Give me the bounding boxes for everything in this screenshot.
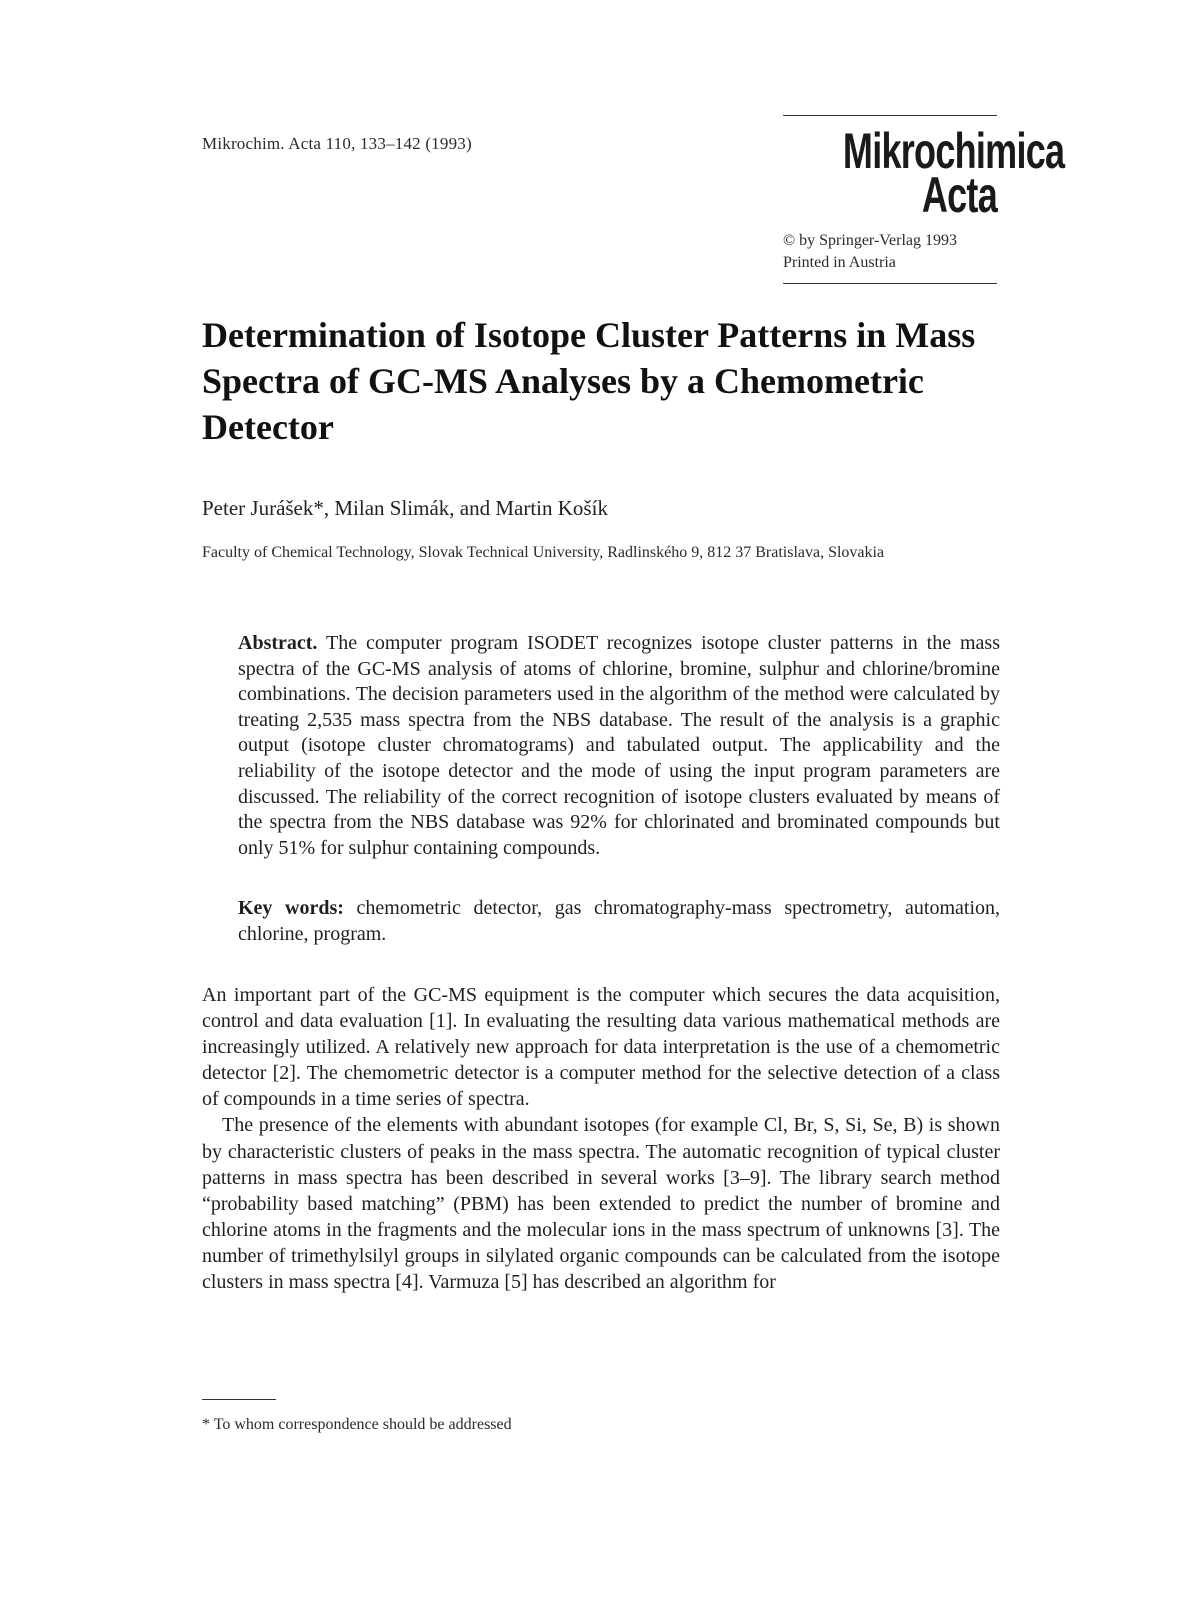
abstract-label: Abstract. [238, 632, 318, 654]
journal-logo [842, 123, 1065, 223]
footnote: * To whom correspondence should be addressed [202, 1416, 512, 1433]
keywords-label: Key words: [238, 897, 344, 919]
journal-logo-line1: Mikrochimica [842, 123, 1065, 179]
publisher-info [783, 230, 997, 274]
abstract [238, 631, 1000, 861]
masthead-top-rule [783, 115, 997, 116]
body-text [202, 982, 1000, 1295]
abstract-text: The computer program ISODET recognizes isotope cluster patterns in the mass spectra of the GC-MS analysis of atoms of chlorine, bromine, sulphur and chlorine/bromine combinations. The decision parameters used in the algorithm of the method were calculated by treating 2,535 mass spectra from the NBS database. The result of the analysis is a graphic output (isotope cluster chromatograms) and tabulated output. The applicability and the reliability of the isotope detector and the mode of using the input program parameters are discussed. The reliability of the correct recognition of isotope clusters evaluated by means of the spectra from the NBS database was 92% for chlorinated and brominated compounds but only 51% for sulphur containing compounds. [238, 632, 1000, 859]
article-title: Determination of Isotope Cluster Patterns in Mass Spectra of GC-MS Analyses by a Chemometric Detector [202, 315, 976, 447]
keywords [238, 896, 1000, 947]
printed-line: Printed in Austria [783, 254, 896, 271]
journal-citation: Mikrochim. Acta 110, 133–142 (1993) [202, 134, 472, 153]
body-paragraph-2: The presence of the elements with abundant isotopes (for example Cl, Br, S, Si, Se, B) is shown by characteristic clusters of peaks in the mass spectra. The automatic recognition of typical cluster patterns in mass spectra has been described in several works [3–9]. The library search method “probability based matching” (PBM) has been extended to predict the number of bromine and chlorine atoms in the fragments and the molecular ions in the mass spectrum of unknowns [3]. The number of trimethylsilyl groups in silylated organic compounds can be calculated from the isotope clusters in mass spectra [4]. Varmuza [5] has described an algorithm for [202, 1114, 1000, 1294]
footnote-rule [202, 1399, 276, 1400]
journal-masthead [783, 115, 1065, 284]
article-authors: Peter Jurášek*, Milan Slimák, and Martin Košík [202, 496, 608, 520]
keywords-text: chemometric detector, gas chromatography-mass spectrometry, automation, chlorine, program. [238, 897, 1001, 945]
masthead-bottom-rule [783, 283, 997, 284]
body-paragraph-1: An important part of the GC-MS equipment is the computer which secures the data acquisition, control and data evaluation [1]. In evaluating the resulting data various mathematical methods are increasingly utilized. A relatively new approach for data interpretation is the use of a chemometric detector [2]. The chemometric detector is a computer method for the selective detection of a class of compounds in a time series of spectra. [202, 984, 1000, 1111]
copyright-line: © by Springer-Verlag 1993 [783, 232, 958, 249]
author-affiliation: Faculty of Chemical Technology, Slovak Technical University, Radlinského 9, 812 37 Bratislava, Slovakia [202, 544, 885, 561]
journal-logo-line2: Acta [921, 167, 997, 223]
